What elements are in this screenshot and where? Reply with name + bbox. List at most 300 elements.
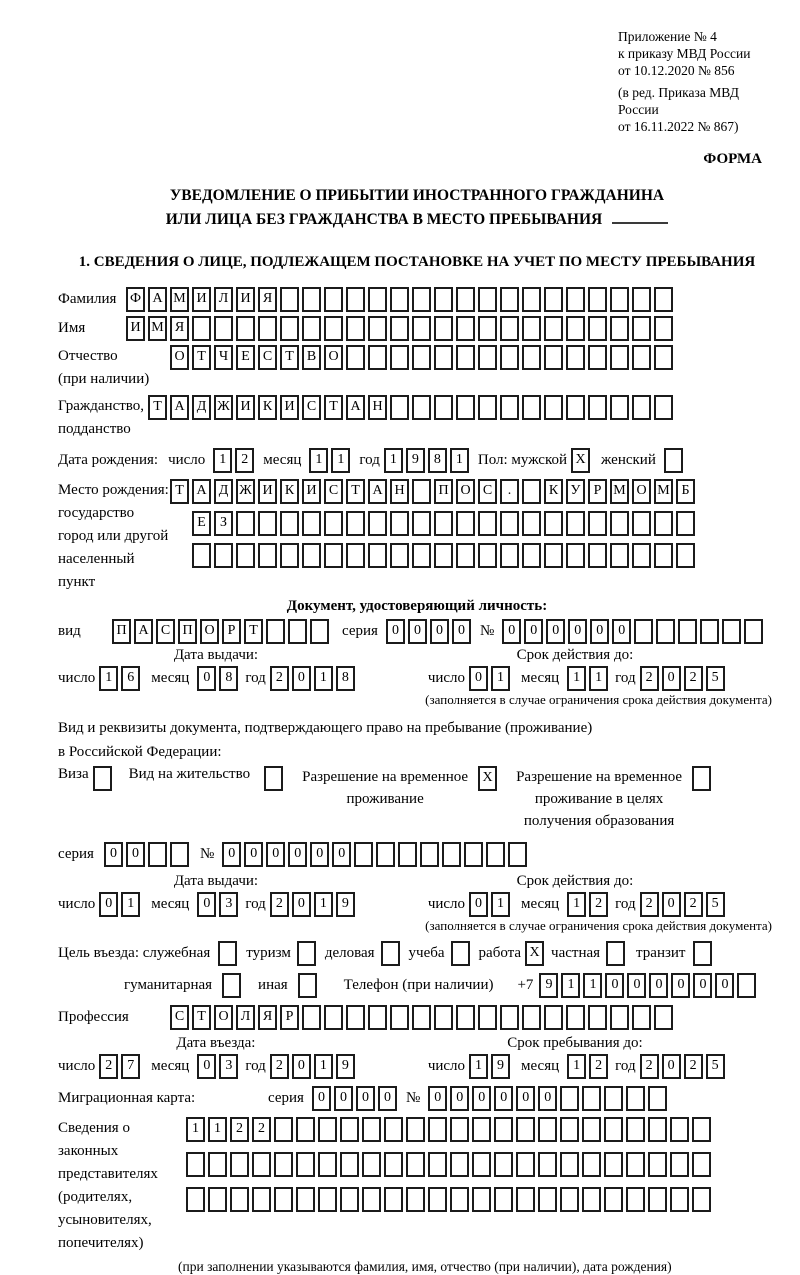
form-cell[interactable]	[544, 316, 563, 341]
form-cell[interactable]	[522, 511, 541, 536]
form-cell[interactable]: 0	[378, 1086, 397, 1111]
form-cell[interactable]: Д	[214, 479, 233, 504]
form-cell[interactable]: 1	[314, 666, 333, 691]
form-cell[interactable]	[324, 287, 343, 312]
form-cell[interactable]	[582, 1152, 601, 1177]
form-cell[interactable]	[434, 511, 453, 536]
form-cell[interactable]	[500, 543, 519, 568]
form-cell[interactable]: П	[112, 619, 131, 644]
form-cell[interactable]: 6	[121, 666, 140, 691]
form-cell[interactable]: 2	[270, 1054, 289, 1079]
form-cell[interactable]	[582, 1117, 601, 1142]
form-cell[interactable]	[346, 511, 365, 536]
form-cell[interactable]	[252, 1152, 271, 1177]
form-cell[interactable]: Т	[192, 345, 211, 370]
form-cell[interactable]: П	[434, 479, 453, 504]
form-cell[interactable]	[648, 1152, 667, 1177]
form-cell[interactable]: 0	[428, 1086, 447, 1111]
form-cell[interactable]	[676, 543, 695, 568]
form-cell[interactable]: .	[500, 479, 519, 504]
form-cell[interactable]	[500, 511, 519, 536]
form-cell[interactable]: 1	[561, 973, 580, 998]
form-cell[interactable]	[634, 619, 653, 644]
form-cell[interactable]	[538, 1152, 557, 1177]
form-cell[interactable]	[560, 1117, 579, 1142]
form-cell[interactable]: 0	[266, 842, 285, 867]
form-cell[interactable]	[606, 941, 625, 966]
form-cell[interactable]	[456, 345, 475, 370]
form-cell[interactable]	[588, 316, 607, 341]
form-cell[interactable]	[693, 941, 712, 966]
form-cell[interactable]: С	[170, 1005, 189, 1030]
form-cell[interactable]	[324, 316, 343, 341]
form-cell[interactable]	[566, 316, 585, 341]
form-cell[interactable]	[346, 345, 365, 370]
form-cell[interactable]	[604, 1086, 623, 1111]
form-cell[interactable]: О	[200, 619, 219, 644]
form-cell[interactable]: 8	[336, 666, 355, 691]
form-cell[interactable]	[478, 316, 497, 341]
form-cell[interactable]: О	[456, 479, 475, 504]
form-cell[interactable]: 1	[583, 973, 602, 998]
form-cell[interactable]: 0	[715, 973, 734, 998]
form-cell[interactable]	[406, 1152, 425, 1177]
form-cell[interactable]: М	[610, 479, 629, 504]
form-cell[interactable]	[744, 619, 763, 644]
form-cell[interactable]	[230, 1187, 249, 1212]
form-cell[interactable]: 9	[539, 973, 558, 998]
form-cell[interactable]	[648, 1086, 667, 1111]
form-cell[interactable]: 0	[310, 842, 329, 867]
form-cell[interactable]: 0	[662, 1054, 681, 1079]
place-blank-line[interactable]	[612, 222, 668, 224]
form-cell[interactable]: Б	[676, 479, 695, 504]
form-cell[interactable]	[340, 1152, 359, 1177]
form-cell[interactable]: 1	[384, 448, 403, 473]
form-cell[interactable]	[472, 1117, 491, 1142]
form-cell[interactable]	[610, 543, 629, 568]
form-cell[interactable]	[186, 1187, 205, 1212]
form-cell[interactable]	[390, 395, 409, 420]
form-cell[interactable]: Т	[346, 479, 365, 504]
form-cell[interactable]: 8	[219, 666, 238, 691]
form-cell[interactable]	[354, 842, 373, 867]
form-cell[interactable]	[648, 1117, 667, 1142]
form-cell[interactable]	[632, 1005, 651, 1030]
form-cell[interactable]	[274, 1117, 293, 1142]
form-cell[interactable]	[450, 1152, 469, 1177]
form-cell[interactable]: Р	[588, 479, 607, 504]
form-cell[interactable]	[384, 1187, 403, 1212]
form-cell[interactable]: 1	[567, 892, 586, 917]
form-cell[interactable]: 1	[589, 666, 608, 691]
form-cell[interactable]	[434, 543, 453, 568]
form-cell[interactable]	[604, 1187, 623, 1212]
form-cell[interactable]	[566, 511, 585, 536]
form-cell[interactable]: Д	[192, 395, 211, 420]
form-cell[interactable]	[406, 1187, 425, 1212]
form-cell[interactable]	[692, 766, 711, 791]
form-cell[interactable]: 0	[502, 619, 521, 644]
form-cell[interactable]: И	[236, 395, 255, 420]
form-cell[interactable]: 8	[428, 448, 447, 473]
form-cell[interactable]	[544, 395, 563, 420]
form-cell[interactable]: Т	[148, 395, 167, 420]
form-cell[interactable]	[632, 395, 651, 420]
form-cell[interactable]	[412, 479, 431, 504]
form-cell[interactable]	[434, 316, 453, 341]
form-cell[interactable]: X	[571, 448, 590, 473]
form-cell[interactable]	[266, 619, 285, 644]
form-cell[interactable]: 9	[491, 1054, 510, 1079]
form-cell[interactable]	[588, 511, 607, 536]
form-cell[interactable]: 0	[671, 973, 690, 998]
form-cell[interactable]	[456, 1005, 475, 1030]
form-cell[interactable]: Т	[170, 479, 189, 504]
form-cell[interactable]	[500, 1005, 519, 1030]
form-cell[interactable]	[186, 1152, 205, 1177]
form-cell[interactable]: 0	[292, 1054, 311, 1079]
form-cell[interactable]: А	[192, 479, 211, 504]
form-cell[interactable]	[670, 1152, 689, 1177]
form-cell[interactable]: О	[214, 1005, 233, 1030]
form-cell[interactable]	[288, 619, 307, 644]
form-cell[interactable]: Я	[258, 1005, 277, 1030]
form-cell[interactable]: 5	[706, 1054, 725, 1079]
form-cell[interactable]: 1	[186, 1117, 205, 1142]
form-cell[interactable]	[192, 316, 211, 341]
form-cell[interactable]: Ф	[126, 287, 145, 312]
form-cell[interactable]: К	[258, 395, 277, 420]
form-cell[interactable]: К	[280, 479, 299, 504]
form-cell[interactable]: А	[368, 479, 387, 504]
form-cell[interactable]	[610, 1005, 629, 1030]
form-cell[interactable]	[368, 287, 387, 312]
form-cell[interactable]	[656, 619, 675, 644]
form-cell[interactable]: Т	[324, 395, 343, 420]
form-cell[interactable]	[280, 316, 299, 341]
form-cell[interactable]	[434, 287, 453, 312]
form-cell[interactable]	[566, 395, 585, 420]
form-cell[interactable]	[412, 1005, 431, 1030]
form-cell[interactable]: А	[148, 287, 167, 312]
form-cell[interactable]	[406, 1117, 425, 1142]
form-cell[interactable]: 0	[693, 973, 712, 998]
form-cell[interactable]: Е	[192, 511, 211, 536]
form-cell[interactable]	[302, 287, 321, 312]
form-cell[interactable]	[390, 543, 409, 568]
form-cell[interactable]	[258, 543, 277, 568]
form-cell[interactable]: 1	[121, 892, 140, 917]
form-cell[interactable]: 0	[494, 1086, 513, 1111]
form-cell[interactable]	[258, 316, 277, 341]
form-cell[interactable]	[692, 1152, 711, 1177]
form-cell[interactable]	[362, 1152, 381, 1177]
form-cell[interactable]: 0	[469, 892, 488, 917]
form-cell[interactable]	[192, 543, 211, 568]
form-cell[interactable]: 1	[567, 666, 586, 691]
form-cell[interactable]	[456, 543, 475, 568]
form-cell[interactable]	[230, 1152, 249, 1177]
form-cell[interactable]	[390, 1005, 409, 1030]
form-cell[interactable]: С	[324, 479, 343, 504]
form-cell[interactable]: Т	[280, 345, 299, 370]
form-cell[interactable]	[692, 1187, 711, 1212]
form-cell[interactable]: 0	[605, 973, 624, 998]
form-cell[interactable]: Н	[390, 479, 409, 504]
form-cell[interactable]	[412, 511, 431, 536]
form-cell[interactable]	[346, 1005, 365, 1030]
form-cell[interactable]: 2	[270, 892, 289, 917]
form-cell[interactable]	[654, 395, 673, 420]
form-cell[interactable]: Ж	[214, 395, 233, 420]
form-cell[interactable]	[626, 1187, 645, 1212]
form-cell[interactable]: 0	[292, 892, 311, 917]
form-cell[interactable]: И	[236, 287, 255, 312]
form-cell[interactable]	[522, 395, 541, 420]
form-cell[interactable]: А	[346, 395, 365, 420]
form-cell[interactable]: 0	[292, 666, 311, 691]
form-cell[interactable]	[722, 619, 741, 644]
form-cell[interactable]: С	[478, 479, 497, 504]
form-cell[interactable]: 5	[706, 666, 725, 691]
form-cell[interactable]: 0	[408, 619, 427, 644]
form-cell[interactable]	[258, 511, 277, 536]
form-cell[interactable]	[588, 345, 607, 370]
form-cell[interactable]	[456, 287, 475, 312]
form-cell[interactable]	[610, 395, 629, 420]
form-cell[interactable]	[296, 1187, 315, 1212]
form-cell[interactable]: 1	[491, 666, 510, 691]
form-cell[interactable]	[588, 543, 607, 568]
form-cell[interactable]	[566, 543, 585, 568]
form-cell[interactable]	[472, 1187, 491, 1212]
form-cell[interactable]: 0	[538, 1086, 557, 1111]
form-cell[interactable]	[632, 316, 651, 341]
form-cell[interactable]	[588, 395, 607, 420]
form-cell[interactable]	[318, 1152, 337, 1177]
form-cell[interactable]	[544, 287, 563, 312]
form-cell[interactable]	[456, 316, 475, 341]
form-cell[interactable]: 0	[590, 619, 609, 644]
form-cell[interactable]: 0	[386, 619, 405, 644]
form-cell[interactable]	[274, 1187, 293, 1212]
form-cell[interactable]	[428, 1152, 447, 1177]
form-cell[interactable]: 0	[104, 842, 123, 867]
form-cell[interactable]	[456, 511, 475, 536]
form-cell[interactable]: С	[156, 619, 175, 644]
form-cell[interactable]	[522, 1005, 541, 1030]
form-cell[interactable]: 7	[121, 1054, 140, 1079]
form-cell[interactable]	[236, 543, 255, 568]
form-cell[interactable]: Р	[280, 1005, 299, 1030]
form-cell[interactable]: З	[214, 511, 233, 536]
form-cell[interactable]	[522, 543, 541, 568]
form-cell[interactable]: 0	[546, 619, 565, 644]
form-cell[interactable]	[398, 842, 417, 867]
form-cell[interactable]: И	[192, 287, 211, 312]
form-cell[interactable]: Т	[192, 1005, 211, 1030]
form-cell[interactable]	[93, 766, 112, 791]
form-cell[interactable]	[626, 1086, 645, 1111]
form-cell[interactable]	[478, 511, 497, 536]
form-cell[interactable]	[588, 1005, 607, 1030]
form-cell[interactable]	[222, 973, 241, 998]
form-cell[interactable]	[412, 543, 431, 568]
form-cell[interactable]	[390, 511, 409, 536]
form-cell[interactable]	[340, 1117, 359, 1142]
form-cell[interactable]: 3	[219, 892, 238, 917]
form-cell[interactable]	[560, 1187, 579, 1212]
form-cell[interactable]: Н	[368, 395, 387, 420]
form-cell[interactable]	[486, 842, 505, 867]
form-cell[interactable]: Т	[244, 619, 263, 644]
form-cell[interactable]: 0	[356, 1086, 375, 1111]
form-cell[interactable]	[654, 287, 673, 312]
form-cell[interactable]: 0	[662, 892, 681, 917]
form-cell[interactable]	[544, 543, 563, 568]
form-cell[interactable]: X	[478, 766, 497, 791]
form-cell[interactable]	[412, 316, 431, 341]
form-cell[interactable]	[434, 345, 453, 370]
form-cell[interactable]	[148, 842, 167, 867]
form-cell[interactable]	[670, 1117, 689, 1142]
form-cell[interactable]	[412, 287, 431, 312]
form-cell[interactable]	[318, 1117, 337, 1142]
form-cell[interactable]	[412, 345, 431, 370]
form-cell[interactable]: 1	[567, 1054, 586, 1079]
form-cell[interactable]	[302, 511, 321, 536]
form-cell[interactable]	[346, 287, 365, 312]
form-cell[interactable]: Я	[258, 287, 277, 312]
form-cell[interactable]	[626, 1152, 645, 1177]
form-cell[interactable]: 0	[312, 1086, 331, 1111]
form-cell[interactable]	[214, 543, 233, 568]
form-cell[interactable]	[500, 287, 519, 312]
form-cell[interactable]: 0	[197, 666, 216, 691]
form-cell[interactable]: С	[302, 395, 321, 420]
form-cell[interactable]: Ж	[236, 479, 255, 504]
form-cell[interactable]	[450, 1187, 469, 1212]
form-cell[interactable]: 2	[640, 1054, 659, 1079]
form-cell[interactable]: 2	[589, 892, 608, 917]
form-cell[interactable]	[170, 842, 189, 867]
form-cell[interactable]: 0	[332, 842, 351, 867]
form-cell[interactable]: О	[632, 479, 651, 504]
form-cell[interactable]	[442, 842, 461, 867]
form-cell[interactable]	[478, 543, 497, 568]
form-cell[interactable]	[412, 395, 431, 420]
form-cell[interactable]: 1	[208, 1117, 227, 1142]
form-cell[interactable]: Я	[170, 316, 189, 341]
form-cell[interactable]: А	[170, 395, 189, 420]
form-cell[interactable]	[434, 1005, 453, 1030]
form-cell[interactable]	[582, 1086, 601, 1111]
form-cell[interactable]	[302, 316, 321, 341]
form-cell[interactable]	[274, 1152, 293, 1177]
form-cell[interactable]: О	[170, 345, 189, 370]
form-cell[interactable]: С	[258, 345, 277, 370]
form-cell[interactable]	[428, 1117, 447, 1142]
form-cell[interactable]	[384, 1152, 403, 1177]
form-cell[interactable]	[632, 345, 651, 370]
form-cell[interactable]: 0	[516, 1086, 535, 1111]
form-cell[interactable]: 0	[197, 892, 216, 917]
form-cell[interactable]: 0	[197, 1054, 216, 1079]
form-cell[interactable]	[302, 1005, 321, 1030]
form-cell[interactable]	[737, 973, 756, 998]
form-cell[interactable]	[280, 511, 299, 536]
form-cell[interactable]	[451, 941, 470, 966]
form-cell[interactable]: 2	[589, 1054, 608, 1079]
form-cell[interactable]	[610, 345, 629, 370]
form-cell[interactable]	[434, 395, 453, 420]
form-cell[interactable]: 1	[469, 1054, 488, 1079]
form-cell[interactable]: О	[324, 345, 343, 370]
form-cell[interactable]: 0	[334, 1086, 353, 1111]
form-cell[interactable]	[218, 941, 237, 966]
form-cell[interactable]	[381, 941, 400, 966]
form-cell[interactable]: И	[126, 316, 145, 341]
form-cell[interactable]: 0	[662, 666, 681, 691]
form-cell[interactable]: 2	[235, 448, 254, 473]
form-cell[interactable]: 0	[612, 619, 631, 644]
form-cell[interactable]	[654, 543, 673, 568]
form-cell[interactable]	[588, 287, 607, 312]
form-cell[interactable]: 0	[244, 842, 263, 867]
form-cell[interactable]	[516, 1117, 535, 1142]
form-cell[interactable]: 2	[99, 1054, 118, 1079]
form-cell[interactable]: 0	[126, 842, 145, 867]
form-cell[interactable]	[560, 1086, 579, 1111]
form-cell[interactable]	[664, 448, 683, 473]
form-cell[interactable]	[478, 287, 497, 312]
form-cell[interactable]	[280, 543, 299, 568]
form-cell[interactable]: 2	[230, 1117, 249, 1142]
form-cell[interactable]: И	[258, 479, 277, 504]
form-cell[interactable]	[390, 287, 409, 312]
form-cell[interactable]	[654, 316, 673, 341]
form-cell[interactable]: 0	[568, 619, 587, 644]
form-cell[interactable]	[522, 345, 541, 370]
form-cell[interactable]	[610, 287, 629, 312]
form-cell[interactable]	[500, 395, 519, 420]
form-cell[interactable]	[236, 511, 255, 536]
form-cell[interactable]: 0	[452, 619, 471, 644]
form-cell[interactable]	[566, 1005, 585, 1030]
form-cell[interactable]	[208, 1187, 227, 1212]
form-cell[interactable]	[298, 973, 317, 998]
form-cell[interactable]	[376, 842, 395, 867]
form-cell[interactable]	[324, 511, 343, 536]
form-cell[interactable]	[428, 1187, 447, 1212]
form-cell[interactable]: 0	[469, 666, 488, 691]
form-cell[interactable]	[654, 511, 673, 536]
form-cell[interactable]: Е	[236, 345, 255, 370]
form-cell[interactable]	[522, 316, 541, 341]
form-cell[interactable]	[472, 1152, 491, 1177]
form-cell[interactable]	[632, 287, 651, 312]
form-cell[interactable]	[362, 1117, 381, 1142]
form-cell[interactable]: 0	[99, 892, 118, 917]
form-cell[interactable]	[208, 1152, 227, 1177]
form-cell[interactable]	[522, 287, 541, 312]
form-cell[interactable]	[346, 543, 365, 568]
form-cell[interactable]	[494, 1187, 513, 1212]
form-cell[interactable]	[678, 619, 697, 644]
form-cell[interactable]	[318, 1187, 337, 1212]
form-cell[interactable]	[670, 1187, 689, 1212]
